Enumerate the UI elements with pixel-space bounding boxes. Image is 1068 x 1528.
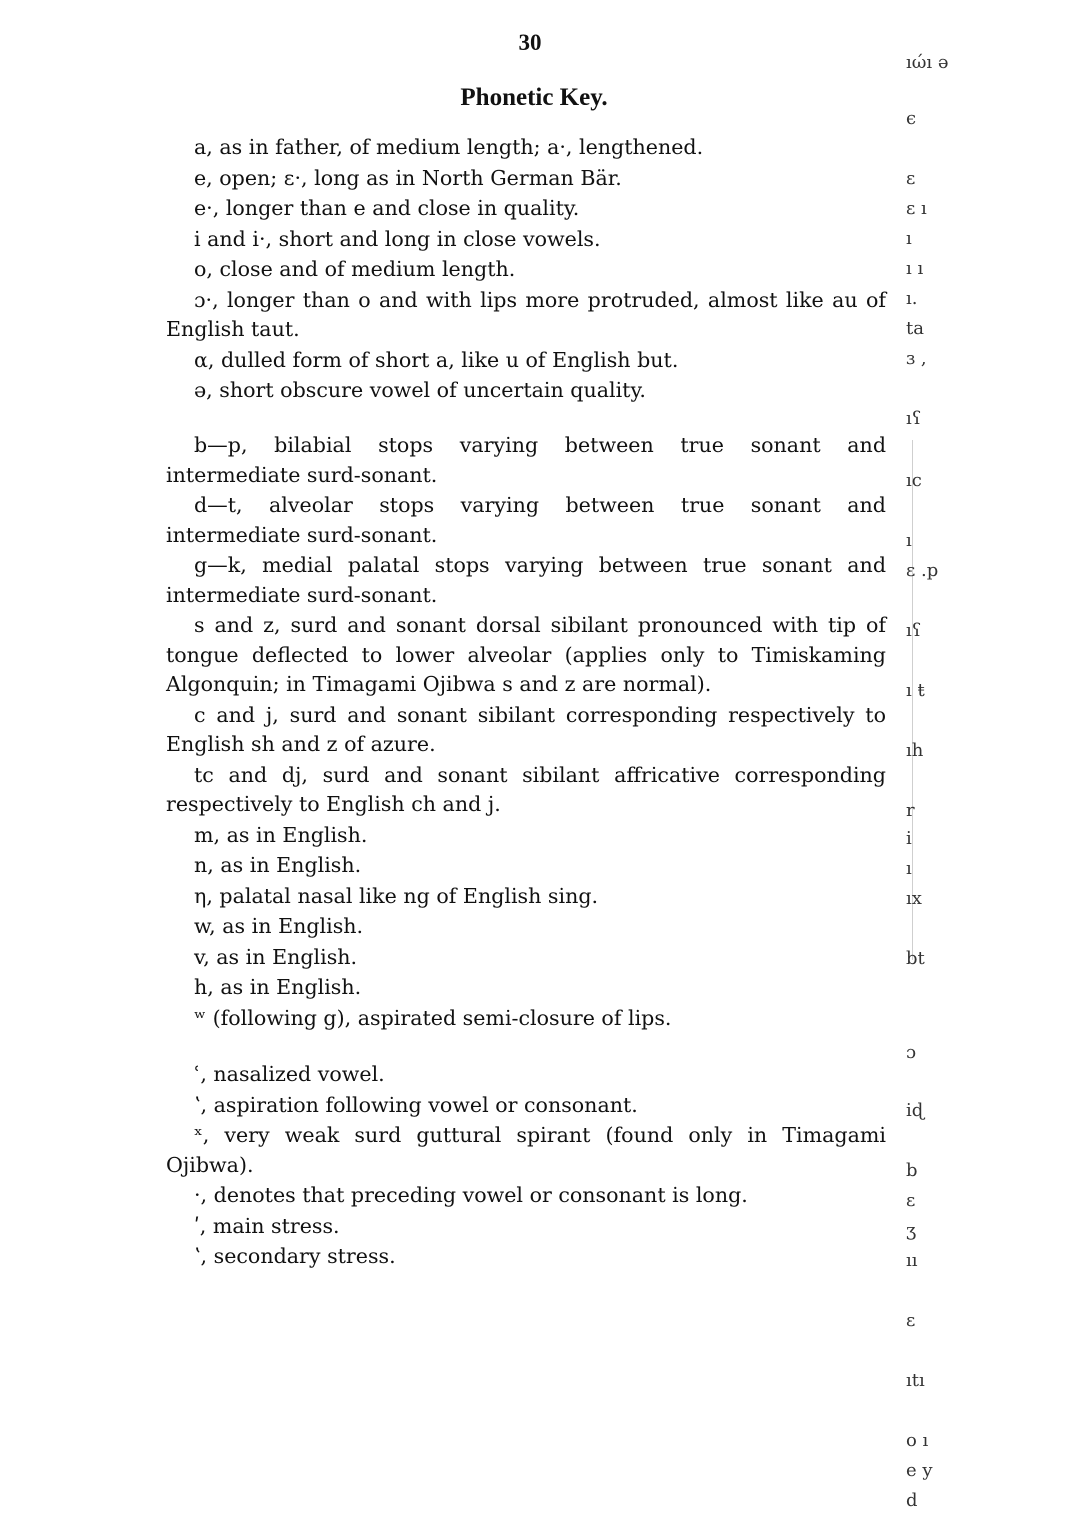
edge-fragment: r: [906, 800, 915, 821]
consonant-entry: η, palatal nasal like ng of English sing.: [194, 883, 599, 908]
diacritic-entry: ·, denotes that preceding vowel or consonant is long.: [194, 1183, 748, 1207]
page-number: 30: [518, 30, 542, 55]
edge-fragment: o ı: [906, 1430, 929, 1451]
edge-fragment: ɛ .p: [906, 560, 939, 581]
edge-fragment: ʒ: [906, 1220, 917, 1241]
consonant-entry: tc and dj, surd and sonant sibilant affricative corresponding respectively to English ch and j.: [166, 762, 886, 816]
edge-fragment: ıώı ə: [906, 52, 949, 73]
edge-fragment: ıı: [906, 1250, 918, 1271]
edge-fragment: ɔ: [906, 1042, 917, 1063]
vowel-entry: e, open; ε·, long as in North German Bär.: [194, 165, 622, 190]
vowel-entry: e·, longer than e and close in quality.: [194, 196, 580, 220]
consonant-entry: c and j, surd and sonant sibilant corresponding respectively to English sh and z of azure.: [166, 702, 886, 756]
consonant-key-section: [166, 431, 886, 1034]
edge-fragment: ıx: [906, 888, 922, 909]
vowel-key-section: [166, 133, 886, 407]
facing-page-edge: [896, 0, 949, 1528]
vowel-entry: ə, short obscure vowel of uncertain quality.: [194, 378, 646, 402]
diacritic-entry: ʽ, aspiration following vowel or consonant.: [194, 1092, 638, 1117]
consonant-entry: h, as in English.: [194, 975, 362, 999]
edge-fragment: ta: [906, 318, 924, 339]
consonant-entry: w, as in English.: [194, 914, 364, 938]
edge-fragment: ı: [906, 858, 912, 879]
edge-fragment: ɜ ,: [906, 348, 927, 369]
edge-fragment: iɖ: [906, 1100, 924, 1121]
diacritic-key-section: [166, 1060, 886, 1273]
edge-fragment: ɛ: [906, 1310, 916, 1331]
edge-fragment: ı: [906, 228, 912, 249]
diacritic-entry: ʹ, main stress.: [194, 1213, 340, 1238]
vowel-entry: i and i·, short and long in close vowels.: [194, 226, 601, 251]
vowel-entry: α, dulled form of short a, like u of English but.: [194, 347, 679, 372]
edge-fragment: ı: [906, 530, 912, 551]
consonant-entry: g—k, medial palatal stops varying between true sonant and intermediate surd-sonant.: [166, 553, 886, 607]
edge-fragment: d: [906, 1490, 918, 1511]
vowel-entry: a, as in father, of medium length; a·, lengthened.: [194, 135, 704, 159]
edge-fragment: ıʕ: [906, 408, 922, 429]
edge-fragment: ıh: [906, 740, 924, 761]
edge-fragment: ɛ ı: [906, 198, 927, 219]
consonant-entry: n, as in English.: [194, 853, 362, 877]
edge-fragment: ı.: [906, 288, 918, 309]
consonant-entry: b—p, bilabial stops varying between true sonant and intermediate surd-sonant.: [166, 433, 886, 487]
consonant-entry: v, as in English.: [194, 944, 358, 969]
vowel-entry: o, close and of medium length.: [194, 257, 516, 281]
consonant-entry: m, as in English.: [194, 822, 368, 847]
consonant-entry: d—t, alveolar stops varying between true sonant and intermediate surd-sonant.: [166, 493, 886, 547]
edge-fragment: ı ŧ: [906, 680, 925, 701]
edge-fragment: ıʕ: [906, 620, 922, 641]
edge-fragment: ɛ: [906, 1190, 916, 1211]
edge-fragment: bt: [906, 948, 925, 969]
edge-fragment: ıtı: [906, 1370, 925, 1391]
edge-fragment: ɛ: [906, 168, 916, 189]
diacritic-entry: ˣ, very weak surd guttural spirant (found only in Timagami Ojibwa).: [166, 1123, 886, 1177]
edge-fragment: ı ı: [906, 258, 924, 279]
vowel-entry: ɔ·, longer than o and with lips more protruded, almost like au of English taut.: [166, 287, 886, 341]
edge-fragment: b: [906, 1160, 918, 1181]
edge-fragment: ıc: [906, 470, 922, 491]
page-heading: Phonetic Key.: [460, 84, 608, 111]
consonant-entry: s and z, surd and sonant dorsal sibilant pronounced with tip of tongue deflected to lower alveolar (applies only to Timiskaming Algonquin; in Timagami Ojibwa s and z are normal).: [166, 613, 886, 696]
edge-fragment: i: [906, 828, 912, 849]
diacritic-entry: ʿ, nasalized vowel.: [194, 1062, 385, 1086]
edge-fragment: є: [906, 108, 917, 129]
edge-fragment: e y: [906, 1460, 933, 1481]
diacritic-entry: ʽ, secondary stress.: [194, 1244, 396, 1268]
consonant-entry: ʷ (following g), aspirated semi-closure of lips.: [194, 1005, 672, 1030]
